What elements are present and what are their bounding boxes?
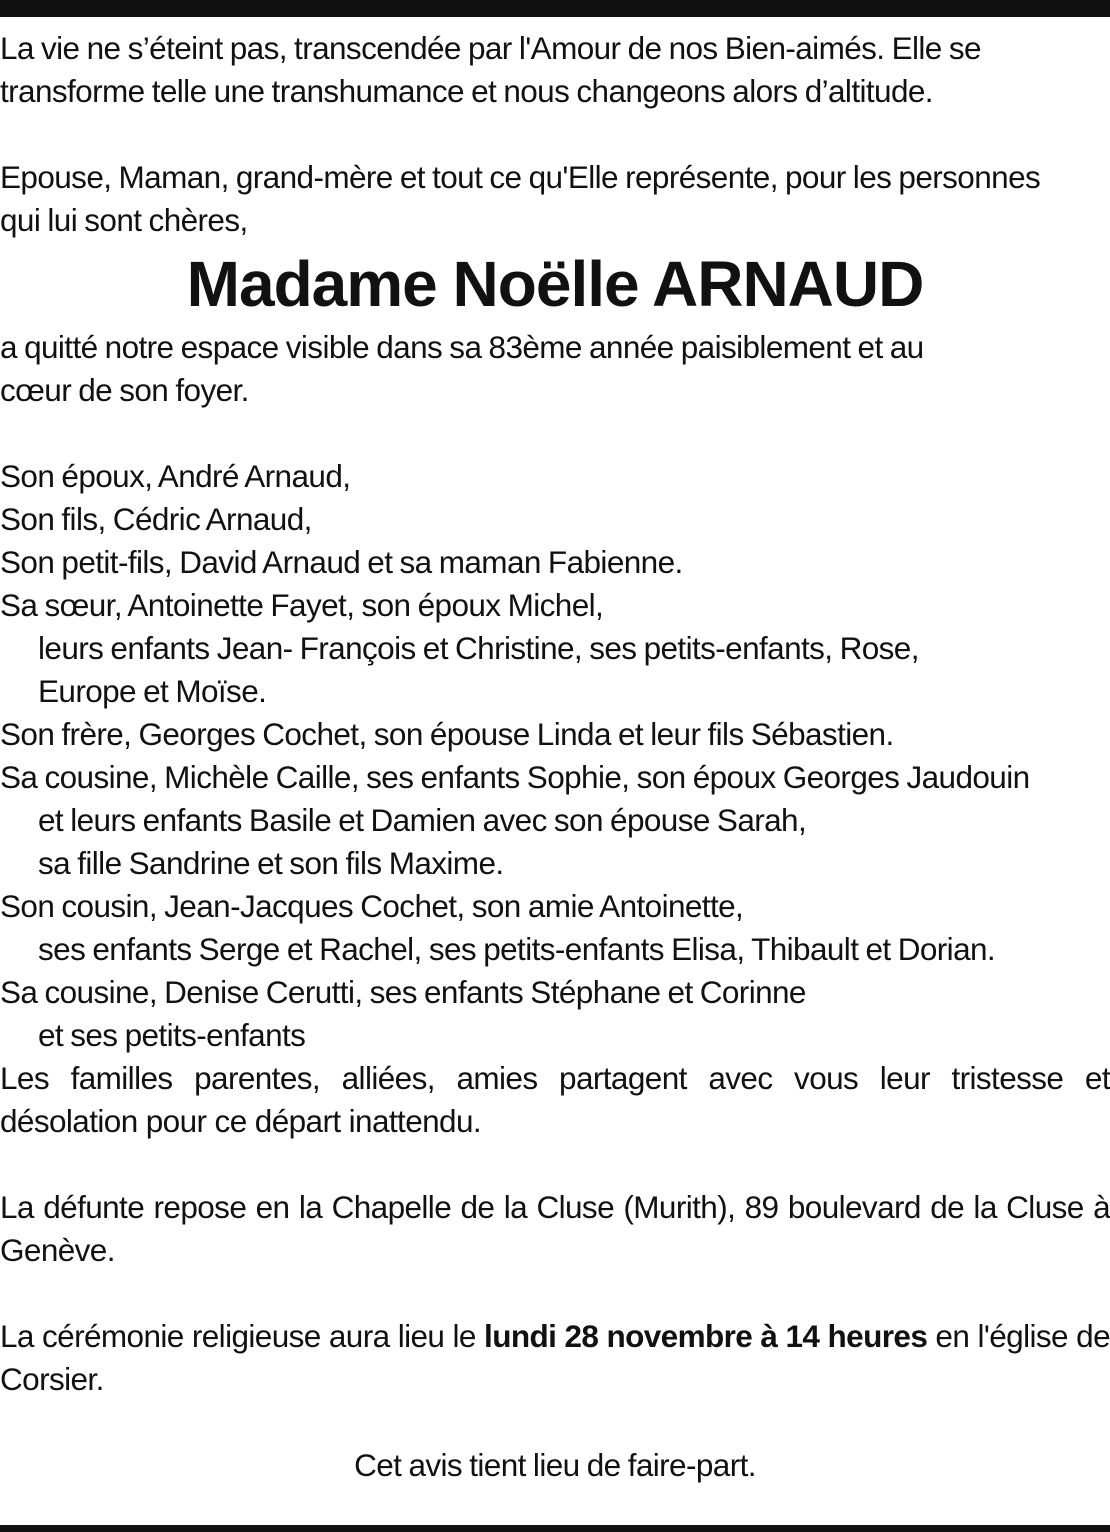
dedication-line-2: qui lui sont chères,: [0, 202, 248, 238]
spacer: [0, 1143, 1110, 1186]
deceased-name: Madame Noëlle ARNAUD: [186, 248, 924, 320]
family-entry: [0, 541, 1110, 584]
spacer: [0, 1272, 1110, 1315]
intro-line-1: La vie ne s’éteint pas, transcendée par l'Amour de nos Bien-aimés. Elle se: [0, 30, 981, 66]
family-entry-text: Sa cousine, Denise Cerutti, ses enfants Stéphane et Corinne: [0, 974, 806, 1010]
family-entry: [0, 498, 1110, 541]
bottom-rule: [0, 1525, 1110, 1532]
families-note: Les familles parentes, alliées, amies partagent avec vous leur tristesse et désolation pour ce départ inattendu.: [0, 1060, 1110, 1139]
top-rule: [0, 0, 1110, 17]
family-entry-continuation: sa fille Sandrine et son fils Maxime.: [38, 845, 504, 881]
family-entry: [0, 584, 1110, 713]
family-entry: [0, 455, 1110, 498]
family-entry-continuation: et ses petits-enfants: [38, 1017, 306, 1053]
family-entry-text: Son fils, Cédric Arnaud,: [0, 501, 312, 537]
ceremony-prefix: La cérémonie religieuse aura lieu le: [0, 1318, 485, 1354]
family-entry: [0, 971, 1110, 1057]
ceremony-suffix: en l'église de Corsier.: [0, 1318, 1110, 1397]
spacer: [0, 1401, 1110, 1444]
family-entry-continuation: leurs enfants Jean- François et Christine, ses petits-enfants, Rose,: [38, 630, 919, 666]
family-entry-text: Son cousin, Jean-Jacques Cochet, son amie Antoinette,: [0, 888, 744, 924]
family-entry-text: Son petit-fils, David Arnaud et sa maman Fabienne.: [0, 544, 683, 580]
family-entry: [0, 713, 1110, 756]
family-entry-continuation: Europe et Moïse.: [38, 673, 267, 709]
closing-note: Cet avis tient lieu de faire-part.: [354, 1447, 756, 1483]
obituary-notice: [0, 27, 1110, 1487]
ceremony-info: [0, 1315, 1110, 1401]
dedication-line-1: Epouse, Maman, grand-mère et tout ce qu'Elle représente, pour les personnes: [0, 159, 1041, 195]
family-entry-text: Sa sœur, Antoinette Fayet, son époux Michel,: [0, 587, 604, 623]
family-entry-text: Son frère, Georges Cochet, son épouse Linda et leur fils Sébastien.: [0, 716, 894, 752]
ceremony-date-time: lundi 28 novembre à 14 heures: [484, 1318, 928, 1354]
family-entry-continuation: et leurs enfants Basile et Damien avec son épouse Sarah,: [38, 802, 807, 838]
intro-line-2: transforme telle une transhumance et nous changeons alors d’altitude.: [0, 73, 933, 109]
spacer: [0, 412, 1110, 455]
family-entry-continuation: ses enfants Serge et Rachel, ses petits-enfants Elisa, Thibault et Dorian.: [38, 931, 996, 967]
family-entry: [0, 885, 1110, 971]
spacer: [0, 113, 1110, 156]
family-entry-text: Son époux, André Arnaud,: [0, 458, 351, 494]
passing-line-1: a quitté notre espace visible dans sa 83ème année paisiblement et au: [0, 329, 924, 365]
repose-info: La défunte repose en la Chapelle de la Cluse (Murith), 89 boulevard de la Cluse à Genève.: [0, 1189, 1110, 1268]
passing-line-2: cœur de son foyer.: [0, 372, 249, 408]
family-list: [0, 455, 1110, 1057]
family-entry-text: Sa cousine, Michèle Caille, ses enfants Sophie, son époux Georges Jaudouin: [0, 759, 1030, 795]
family-entry: [0, 756, 1110, 885]
